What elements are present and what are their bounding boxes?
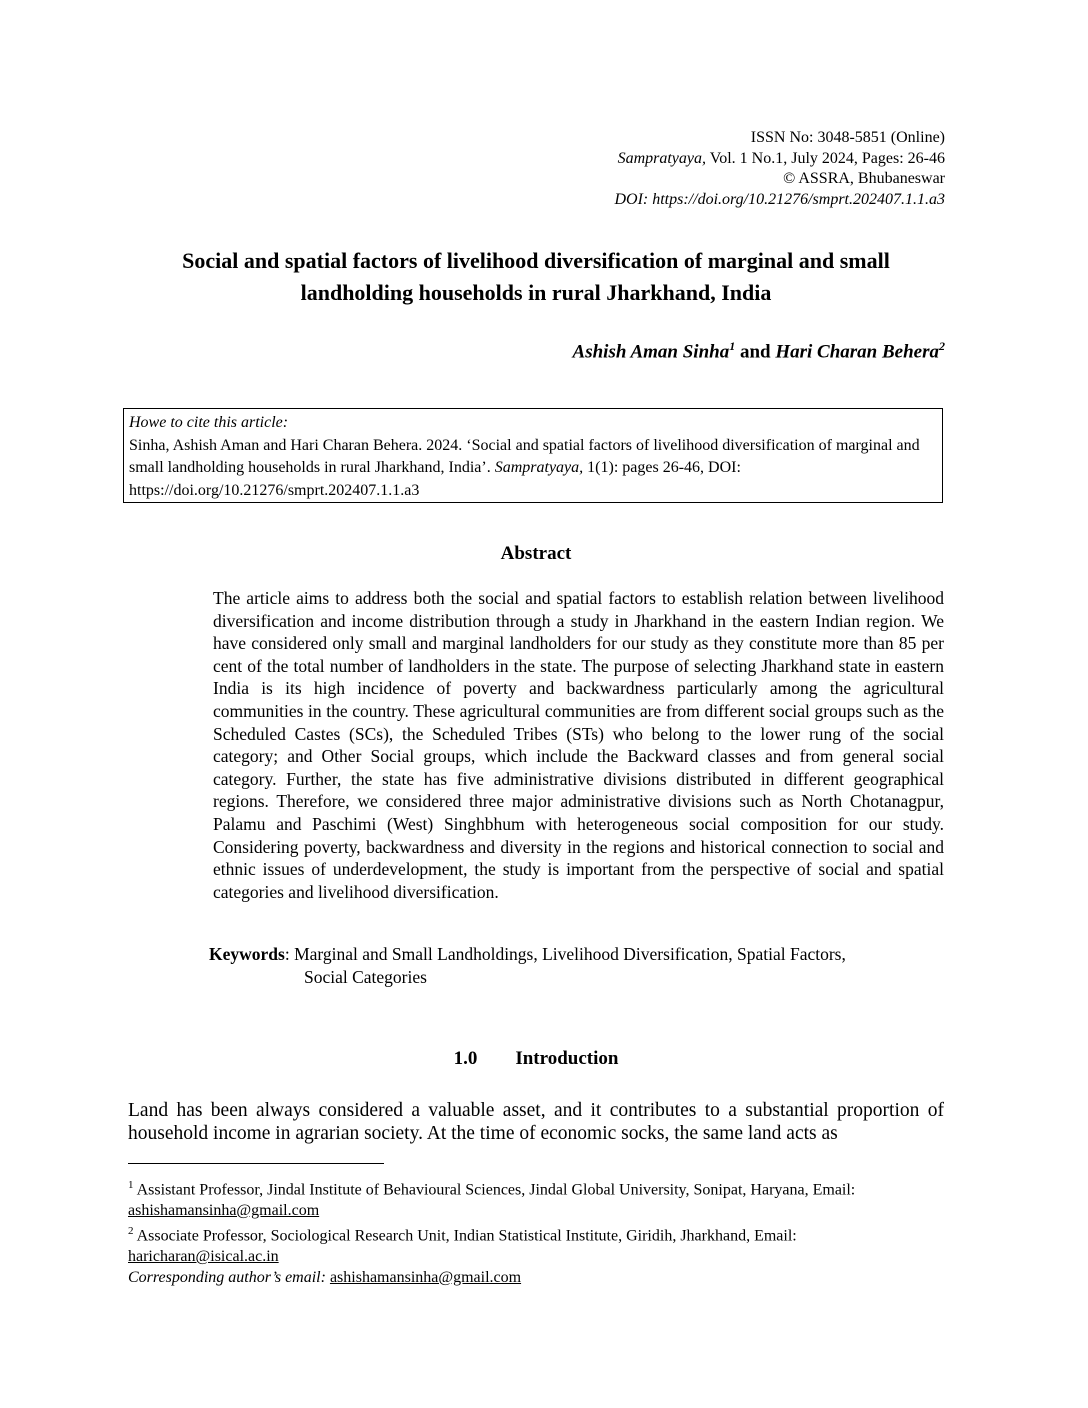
author-list — [573, 339, 945, 363]
author-2: Hari Charan Behera — [775, 341, 939, 363]
footnote-divider — [128, 1163, 384, 1164]
journal-volume-line — [614, 149, 945, 170]
corresponding-author-line — [128, 1268, 948, 1289]
section-heading-introduction — [0, 1048, 1072, 1070]
title-line-2: landholding households in rural Jharkhand, India — [300, 280, 772, 305]
author-1-footnote-mark[interactable]: 1 — [729, 339, 736, 353]
introduction-paragraph: Land has been always considered a valuable asset, and it contributes to a substantial proportion of household income in agrarian society. At the time of economic socks, the same land acts as — [128, 1100, 944, 1144]
keywords-list-1: : Marginal and Small Landholdings, Livelihood Diversification, Spatial Factors, — [284, 944, 846, 964]
section-number: 1.0 — [453, 1048, 478, 1069]
volume-info: Vol. 1 No.1, July 2024, Pages: 26-46 — [706, 149, 945, 167]
author-2-footnote-mark[interactable]: 2 — [939, 339, 945, 353]
citation-journal: Sampratyaya, — [494, 459, 584, 476]
author-1: Ashish Aman Sinha — [572, 341, 730, 363]
footnote-2-email-link[interactable]: haricharan@isical.ac.in — [128, 1248, 279, 1266]
footnote-1-text: Assistant Professor, Jindal Institute of Behavioural Sciences, Jindal Global University, Sonipat, Haryana, Email: — [133, 1181, 856, 1199]
copyright-line: © ASSRA, Bhubaneswar — [783, 170, 945, 187]
author-conjunction: and — [739, 341, 771, 363]
abstract-heading: Abstract — [500, 543, 572, 564]
keywords-label: Keywords — [209, 944, 285, 964]
journal-name: Sampratyaya, — [617, 149, 707, 167]
citation-text-after: 1(1): pages 26-46, DOI: https://doi.org/10.21276/smprt.202407.1.1.a3 — [129, 459, 741, 499]
issn-line: ISSN No: 3048-5851 (Online) — [750, 129, 945, 146]
article-title — [110, 245, 962, 309]
citation-label: Howe to cite this article: — [129, 414, 289, 431]
doi-line: DOI: https://doi.org/10.21276/smprt.202407.1.1.a3 — [614, 190, 945, 208]
citation-box — [123, 408, 943, 503]
footnote-2 — [128, 1221, 948, 1247]
corresponding-author-label: Corresponding author’s email: — [128, 1268, 326, 1286]
footnote-2-text: Associate Professor, Sociological Research Unit, Indian Statistical Institute, Giridih, Jharkhand, Email: — [133, 1227, 797, 1245]
abstract-text: The article aims to address both the social and spatial factors to establish relation between livelihood diversification and income distribution through a study in Jharkhand in the eastern Indian region. We have considered only small and marginal landholders for our study as they constitute more than 85 per cent of the total number of landholders in the state. The purpose of selecting Jharkhand state in eastern India is its high incidence of poverty and backwardness particularly among the agricultural communities in the country. These agricultural communities are from different social groups such as the Scheduled Castes (SCs), the Scheduled Tribes (STs) who belong to the lower rung of the social category; and Other Social groups, which include the Backward classes and from general social category. Further, the state has five administrative divisions distributed in different geographical regions. Therefore, we considered three major administrative divisions such as North Chotanagpur, Palamu and Paschimi (West) Singhbhum with heterogeneous social composition for our study. Considering poverty, backwardness and diversity in the regions and historical connection to social and ethnic issues of underdevelopment, the study is important from the perspective of social and spatial categories and livelihood diversification. — [213, 588, 944, 902]
citation-text-before: Sinha, Ashish Aman and Hari Charan Behera. 2024. ‘Social and spatial factors of livelihood diversification of marginal and small landholding households in rural Jharkhand, India’. — [129, 436, 920, 476]
keywords-list-2: Social Categories — [304, 966, 427, 987]
footnotes — [128, 1175, 948, 1288]
keywords-block — [209, 943, 846, 988]
footnote-1-email-link[interactable]: ashishamansinha@gmail.com — [128, 1201, 320, 1219]
footnote-1-mark: 1 — [128, 1179, 134, 1191]
title-line-1: Social and spatial factors of livelihood diversification of marginal and small — [182, 248, 890, 273]
footnote-2-mark: 2 — [128, 1225, 134, 1238]
section-title: Introduction — [515, 1048, 619, 1069]
footnote-1 — [128, 1175, 948, 1201]
keywords-line-1 — [209, 943, 846, 966]
journal-header — [614, 128, 945, 210]
citation-text — [129, 435, 937, 503]
corresponding-author-email-link[interactable]: ashishamansinha@gmail.com — [329, 1268, 522, 1286]
